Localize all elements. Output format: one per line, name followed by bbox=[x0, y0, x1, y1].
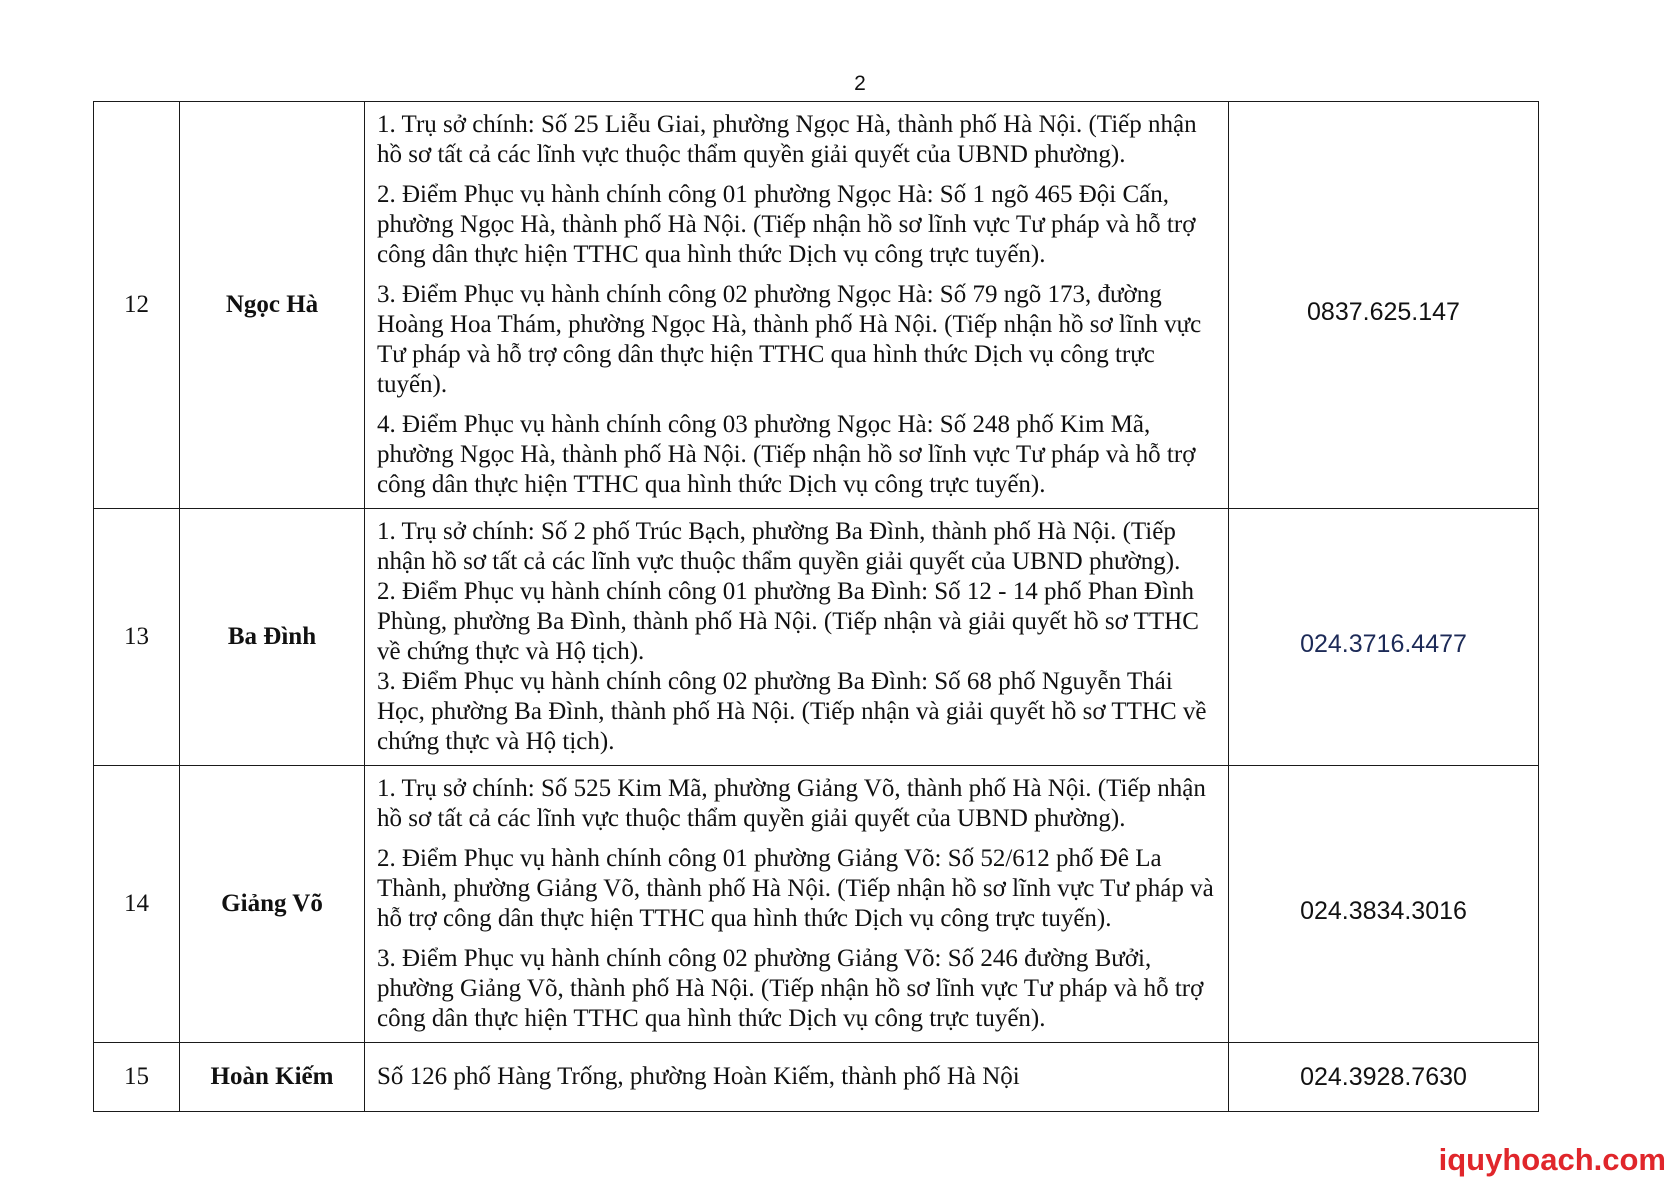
phone-number: 024.3928.7630 bbox=[1229, 1043, 1539, 1112]
address-item: 3. Điểm Phục vụ hành chính công 02 phường Giảng Võ: Số 246 đường Bưởi, phường Giảng Võ, thành phố Hà Nội. (Tiếp nhận hồ sơ lĩnh vực Tư pháp và hỗ trợ công dân thực hiện TTHC qua hình thức Dịch vụ công trực tuyến). bbox=[377, 945, 1204, 1032]
table-row bbox=[94, 1043, 1539, 1112]
phone-number: 024.3716.4477 bbox=[1229, 509, 1539, 766]
address-item: 2. Điểm Phục vụ hành chính công 01 phường Ba Đình: Số 12 - 14 phố Phan Đình Phùng, phường Ba Đình, thành phố Hà Nội. (Tiếp nhận và giải quyết hồ sơ TTHC về chứng thực và Hộ tịch). bbox=[377, 578, 1199, 665]
phone-number: 0837.625.147 bbox=[1229, 102, 1539, 509]
row-number: 15 bbox=[94, 1043, 180, 1112]
address-item: 2. Điểm Phục vụ hành chính công 01 phường Ngọc Hà: Số 1 ngõ 465 Đội Cấn, phường Ngọc Hà, thành phố Hà Nội. (Tiếp nhận hồ sơ lĩnh vực Tư pháp và hỗ trợ công dân thực hiện TTHC qua hình thức Dịch vụ công trực tuyến). bbox=[377, 181, 1196, 268]
ward-name: Ba Đình bbox=[180, 509, 365, 766]
row-number: 14 bbox=[94, 766, 180, 1043]
address-item: 3. Điểm Phục vụ hành chính công 02 phường Ngọc Hà: Số 79 ngõ 173, đường Hoàng Hoa Thám, phường Ngọc Hà, thành phố Hà Nội. (Tiếp nhận hồ sơ lĩnh vực Tư pháp và hỗ trợ công dân thực hiện TTHC qua hình thức Dịch vụ công trực tuyến). bbox=[377, 281, 1202, 398]
address-item: 1. Trụ sở chính: Số 525 Kim Mã, phường Giảng Võ, thành phố Hà Nội. (Tiếp nhận hồ sơ tất cả các lĩnh vực thuộc thẩm quyền giải quyết của UBND phường). bbox=[377, 775, 1206, 832]
address-item: 1. Trụ sở chính: Số 25 Liễu Giai, phường Ngọc Hà, thành phố Hà Nội. (Tiếp nhận hồ sơ tất cả các lĩnh vực thuộc thẩm quyền giải quyết của UBND phường). bbox=[377, 111, 1197, 168]
watermark-logo: iquyhoach.com bbox=[1438, 1142, 1666, 1177]
address-cell bbox=[365, 509, 1229, 766]
table-row bbox=[94, 766, 1539, 1043]
ward-name: Ngọc Hà bbox=[180, 102, 365, 509]
page-number: 2 bbox=[854, 72, 866, 95]
ward-name: Hoàn Kiếm bbox=[180, 1043, 365, 1112]
address-item: 1. Trụ sở chính: Số 2 phố Trúc Bạch, phường Ba Đình, thành phố Hà Nội. (Tiếp nhận hồ sơ tất cả các lĩnh vực thuộc thẩm quyền giải quyết của UBND phường). bbox=[377, 518, 1181, 575]
ward-address-table bbox=[93, 101, 1539, 1112]
address-item: 4. Điểm Phục vụ hành chính công 03 phường Ngọc Hà: Số 248 phố Kim Mã, phường Ngọc Hà, thành phố Hà Nội. (Tiếp nhận hồ sơ lĩnh vực Tư pháp và hỗ trợ công dân thực hiện TTHC qua hình thức Dịch vụ công trực tuyến). bbox=[377, 411, 1196, 498]
address-cell bbox=[365, 102, 1229, 509]
address-cell bbox=[365, 766, 1229, 1043]
table-row bbox=[94, 102, 1539, 509]
ward-name: Giảng Võ bbox=[180, 766, 365, 1043]
address-item: 3. Điểm Phục vụ hành chính công 02 phường Ba Đình: Số 68 phố Nguyễn Thái Học, phường Ba Đình, thành phố Hà Nội. (Tiếp nhận và giải quyết hồ sơ TTHC về chứng thực và Hộ tịch). bbox=[377, 668, 1207, 755]
address-cell bbox=[365, 1043, 1229, 1112]
phone-number: 024.3834.3016 bbox=[1229, 766, 1539, 1043]
row-number: 13 bbox=[94, 509, 180, 766]
row-number: 12 bbox=[94, 102, 180, 509]
address-item: Số 126 phố Hàng Trống, phường Hoàn Kiếm, thành phố Hà Nội bbox=[377, 1063, 1020, 1090]
table-row bbox=[94, 509, 1539, 766]
address-item: 2. Điểm Phục vụ hành chính công 01 phường Giảng Võ: Số 52/612 phố Đê La Thành, phường Giảng Võ, thành phố Hà Nội. (Tiếp nhận hồ sơ lĩnh vực Tư pháp và hỗ trợ công dân thực hiện TTHC qua hình thức Dịch vụ công trực tuyến). bbox=[377, 845, 1214, 932]
